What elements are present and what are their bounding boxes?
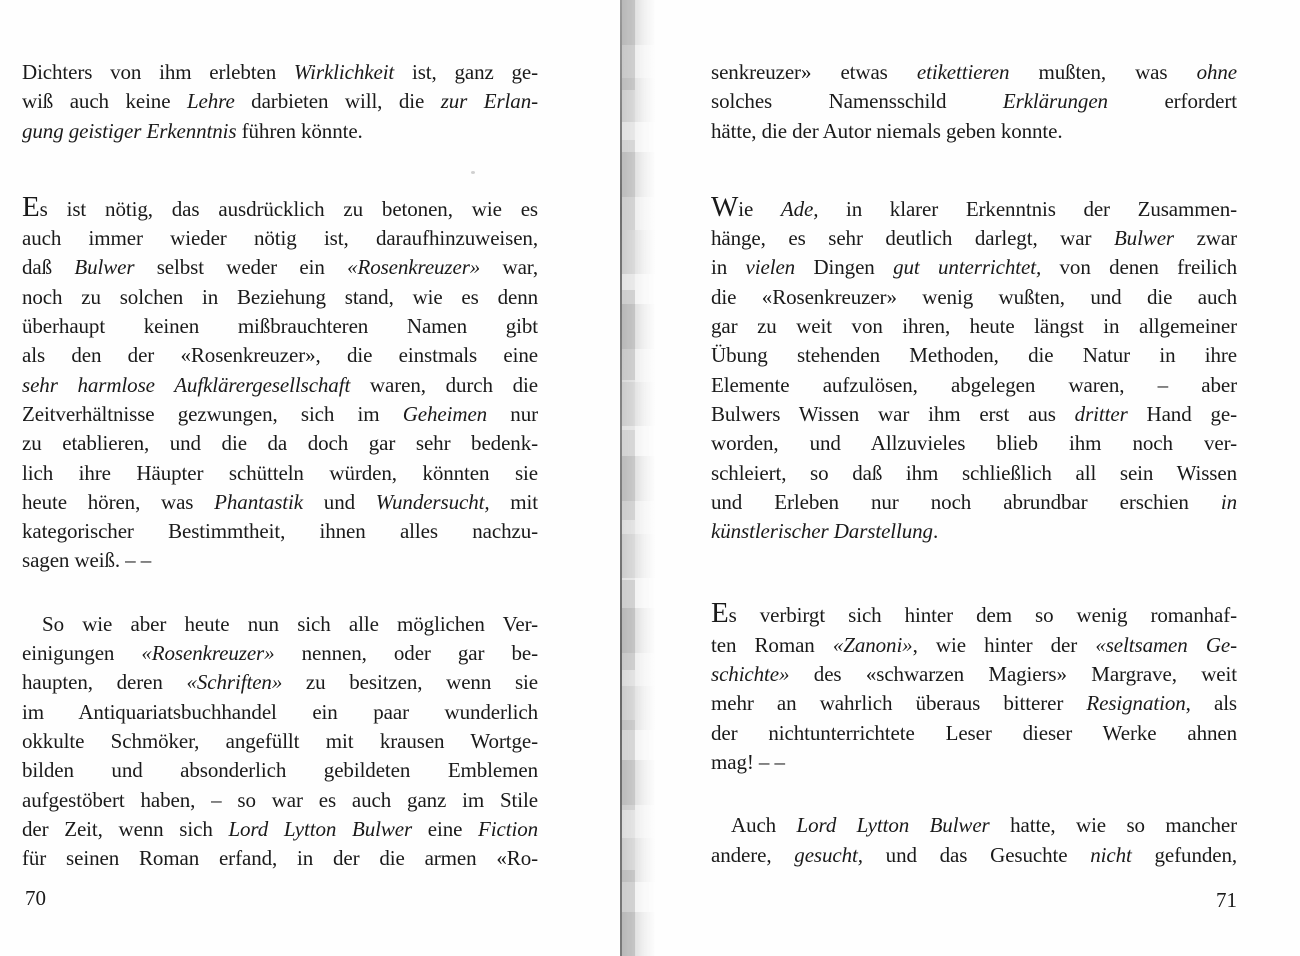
text-line	[711, 841, 1237, 870]
italic-run: sehr harmlose Aufklärergesellschaft	[22, 372, 351, 397]
text-line	[711, 58, 1237, 87]
text-run: Dichters von ihm erlebten	[22, 60, 294, 84]
text-run: Dingen	[795, 255, 894, 280]
text-run: aufgestöbert haben, – so war es auch ganz im Stile	[22, 787, 538, 812]
text-line	[711, 689, 1237, 718]
text-line	[711, 283, 1237, 312]
text-run: und	[303, 489, 376, 514]
text-line	[22, 283, 538, 312]
text-run: Zeitverhältnisse gezwungen, sich im	[22, 401, 403, 426]
text-line	[22, 400, 538, 429]
text-run: okkulte Schmöker, angefüllt mit krausen Wortge-	[22, 728, 538, 753]
text-run: senkreuzer» etwas	[711, 60, 917, 84]
text-line	[22, 698, 538, 727]
text-run: lich ihre Häupter schütteln würden, könnten sie	[22, 460, 538, 485]
text-run: zu besitzen, wenn sie	[282, 670, 538, 695]
text-run: des «schwarzen Magiers» Margrave, weit	[789, 662, 1237, 687]
text-run: als den der «Rosenkreuzer», die einstmals eine	[22, 343, 538, 368]
text-run: s ist nötig, das ausdrücklich zu betonen, wie es	[39, 196, 538, 221]
paragraph	[711, 58, 1237, 146]
text-line	[711, 253, 1237, 282]
text-line	[22, 341, 538, 370]
italic-run: zur Erlan-	[440, 89, 538, 114]
text-line	[711, 371, 1237, 400]
text-run: nur	[487, 401, 538, 426]
text-run: selbst weder ein	[134, 255, 348, 280]
text-run: hatte, wie so mancher	[989, 813, 1237, 838]
italic-run: «Rosenkreuzer»	[141, 641, 275, 666]
text-run: mag! – –	[711, 749, 785, 774]
text-run: wiß auch keine	[22, 89, 187, 114]
text-run: ie	[738, 196, 781, 221]
right-page-number: 71	[1216, 888, 1237, 912]
italic-run: Erklärungen	[1002, 89, 1108, 114]
paragraph	[22, 58, 538, 146]
text-run: auch immer wieder nötig ist, daraufhinzuweisen,	[22, 226, 538, 251]
italic-run: gung geistiger Erkenntnis	[22, 118, 237, 143]
text-run: Hand ge-	[1127, 401, 1237, 426]
text-run: hänge, es sehr deutlich darlegt, war	[711, 226, 1114, 251]
text-line	[22, 727, 538, 756]
text-line	[22, 312, 538, 341]
paragraph	[711, 599, 1237, 777]
italic-run: «Rosenkreuzer»	[347, 255, 481, 280]
text-run: von denen freilich	[1041, 255, 1237, 280]
text-run: sagen weiß. – –	[22, 548, 152, 573]
text-run: darbieten will, die	[234, 89, 441, 114]
text-line	[711, 117, 1237, 146]
text-line	[22, 815, 538, 844]
text-run: mehr an wahrlich überaus bitterer	[711, 691, 1087, 716]
text-run: , wie hinter der	[912, 632, 1096, 657]
text-run: heute hören, was	[22, 489, 215, 514]
text-line	[22, 844, 538, 873]
text-run: in	[711, 255, 746, 280]
text-run: schleiert, so daß ihm schließlich all sein Wissen	[711, 460, 1237, 485]
italic-run: etikettieren	[916, 60, 1010, 84]
text-line	[22, 190, 538, 224]
paragraph	[711, 811, 1237, 870]
text-line	[22, 117, 538, 146]
text-run: die «Rosenkreuzer» wenig wußten, und die auch	[711, 284, 1237, 309]
text-line	[22, 546, 538, 575]
text-line	[711, 488, 1237, 517]
paragraph	[22, 610, 538, 874]
text-run: einigungen	[22, 641, 142, 666]
italic-run: Lord Lytton Bulwer	[228, 816, 413, 841]
paragraph	[711, 190, 1237, 547]
text-run: zwar	[1174, 226, 1237, 251]
text-run: führen könnte.	[236, 118, 363, 143]
text-run: hätte, die der Autor niemals geben konnte.	[711, 118, 1063, 143]
text-line	[711, 312, 1237, 341]
text-run: zu etablieren, und die da doch gar sehr bedenk-	[22, 431, 538, 456]
text-line	[22, 517, 538, 546]
text-run: nennen, oder gar be-	[274, 641, 539, 666]
text-line	[711, 631, 1237, 660]
text-run: der Zeit, wenn sich	[22, 816, 229, 841]
text-run: und das Gesuchte	[862, 842, 1091, 867]
text-line	[22, 87, 538, 116]
text-line	[711, 400, 1237, 429]
text-line	[22, 786, 538, 815]
italic-run: Bulwer	[1113, 226, 1174, 251]
initial-capital: E	[711, 597, 729, 630]
text-run: im Antiquariatsbuchhandel ein paar wunderlich	[22, 699, 538, 724]
italic-run: Ade,	[780, 196, 819, 221]
text-run: waren, durch die	[350, 372, 538, 397]
text-run: Auch	[731, 813, 797, 838]
text-run: mit	[489, 489, 538, 514]
italic-run: Wundersucht,	[375, 489, 490, 514]
italic-run: «seltsamen Ge-	[1095, 632, 1237, 657]
text-run: war,	[480, 255, 539, 280]
text-run: solches Namensschild	[711, 89, 1003, 114]
text-run: noch zu solchen in Beziehung stand, wie es denn	[22, 284, 538, 309]
left-page-number: 70	[25, 886, 46, 910]
text-line	[22, 371, 538, 400]
text-line	[22, 429, 538, 458]
text-run: in klarer Erkenntnis der Zusammen-	[818, 196, 1237, 221]
text-line	[711, 224, 1237, 253]
italic-run: Bulwer	[74, 255, 135, 280]
text-run: überhaupt keinen mißbrauchteren Namen gibt	[22, 314, 538, 339]
text-run: Elemente aufzulösen, abgelegen waren, – aber	[711, 372, 1237, 397]
text-run: So wie aber heute nun sich alle möglichen Ver-	[42, 611, 538, 636]
text-line	[22, 756, 538, 785]
text-run: worden, und Allzuvieles blieb ihm noch ver-	[711, 431, 1237, 456]
text-line	[711, 660, 1237, 689]
text-run: Bulwers Wissen war ihm erst aus	[711, 401, 1075, 426]
italic-run: in	[1220, 489, 1237, 514]
initial-capital: W	[711, 190, 739, 223]
italic-run: Resignation	[1086, 691, 1186, 716]
italic-run: Geheimen	[402, 401, 488, 426]
text-line	[22, 224, 538, 253]
gutter-shadow-inner	[622, 0, 635, 956]
italic-run: schichte»	[711, 662, 790, 687]
italic-run: künstlerischer Darstellung	[711, 519, 933, 544]
left-page-text	[22, 58, 538, 873]
italic-run: Fiction	[478, 816, 538, 841]
paragraph	[22, 190, 539, 576]
right-page-text	[711, 58, 1237, 870]
text-run: kategorischer Bestimmtheit, ihnen alles nachzu-	[22, 519, 538, 544]
text-run: und Erleben nur noch abrundbar erschien	[711, 489, 1221, 514]
italic-run: Wirklichkeit	[293, 60, 395, 84]
italic-run: vielen	[745, 255, 796, 280]
text-run: s verbirgt sich hinter dem so wenig romanhaf-	[728, 603, 1237, 628]
text-line	[22, 639, 538, 668]
text-run: andere,	[711, 842, 795, 867]
text-line	[711, 599, 1237, 630]
italic-run: nicht	[1090, 842, 1132, 867]
text-run: für seinen Roman erfand, in der die armen «Ro-	[22, 846, 538, 871]
initial-capital: E	[22, 190, 40, 223]
text-line	[711, 719, 1237, 748]
text-run: , als	[1185, 691, 1238, 716]
italic-run: Phantastik	[214, 489, 303, 514]
text-run: ten Roman	[711, 632, 833, 657]
text-line	[22, 253, 538, 282]
italic-run: Lehre	[186, 89, 235, 114]
text-line	[711, 748, 1237, 777]
text-run: gefunden,	[1131, 842, 1238, 867]
italic-run: Lord Lytton Bulwer	[796, 813, 990, 838]
text-run: bilden und absonderlich gebildeten Emblemen	[22, 758, 538, 783]
text-line	[22, 668, 538, 697]
text-run: daß	[22, 255, 75, 280]
italic-run: «Zanoni»	[832, 632, 913, 657]
text-run: Übung stehenden Methoden, die Natur in ihre	[711, 343, 1237, 368]
italic-run: gesucht,	[794, 842, 863, 867]
text-line	[711, 341, 1237, 370]
text-run: gar zu weit von ihren, heute längst in allgemeiner	[711, 314, 1237, 339]
scan-speck	[471, 171, 475, 174]
text-line	[711, 459, 1237, 488]
text-run: .	[932, 519, 939, 544]
text-run: eine	[412, 816, 479, 841]
italic-run: ohne	[1196, 60, 1237, 84]
text-run: ist, ganz ge-	[394, 60, 538, 84]
text-line	[711, 517, 1237, 546]
text-line	[711, 811, 1237, 840]
text-run: mußten, was	[1009, 60, 1197, 84]
italic-run: gut unterrichtet,	[893, 255, 1042, 280]
text-line	[711, 87, 1237, 116]
italic-run: dritter	[1074, 401, 1128, 426]
text-line	[22, 488, 538, 517]
text-run: der nichtunterrichtete Leser dieser Werke ahnen	[711, 720, 1237, 745]
text-run: haupten, deren	[22, 670, 187, 695]
text-run: erfordert	[1107, 89, 1237, 114]
text-line	[22, 459, 538, 488]
italic-run: «Schriften»	[186, 670, 283, 695]
text-line	[711, 190, 1237, 224]
text-line	[22, 58, 538, 87]
text-line	[711, 429, 1237, 458]
text-line	[22, 610, 538, 639]
